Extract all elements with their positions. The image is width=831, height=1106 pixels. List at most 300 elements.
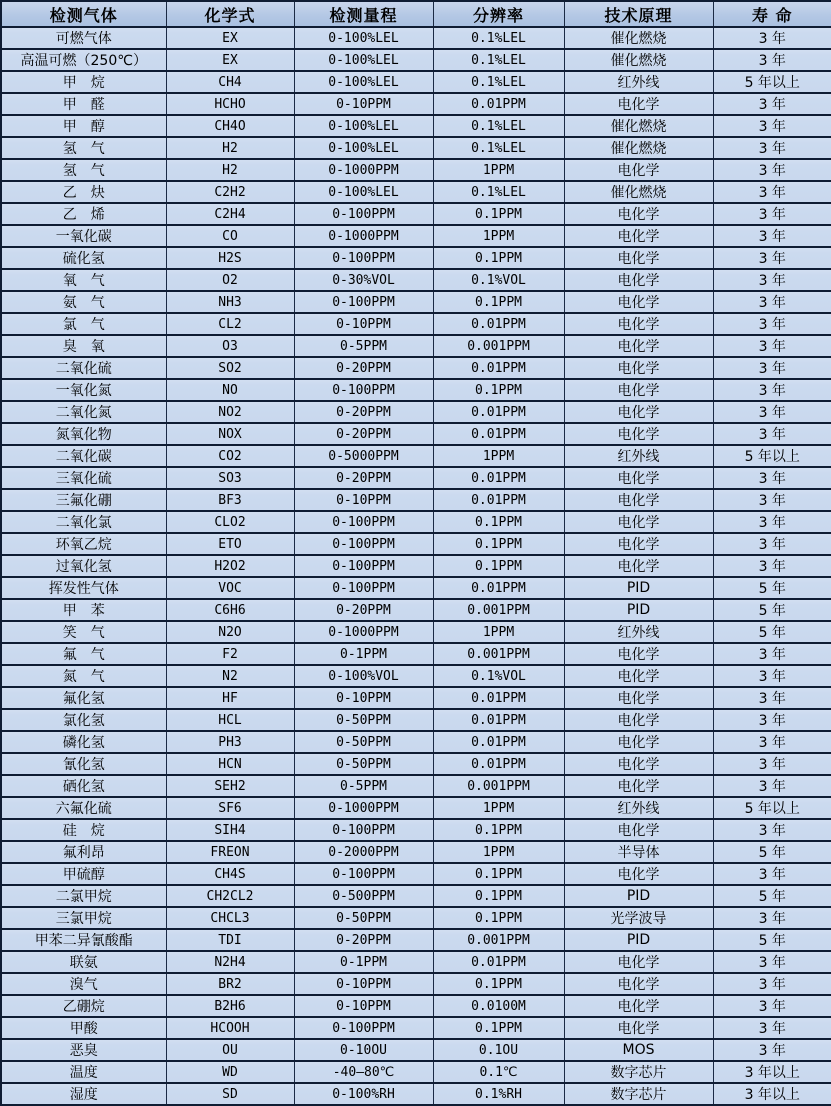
cell-gas-name: 氢 气 (1, 137, 166, 159)
cell-resolution: 0.01PPM (433, 401, 564, 423)
cell-resolution: 0.1%LEL (433, 49, 564, 71)
table-row (1, 269, 831, 291)
table-row (1, 335, 831, 357)
cell-detection-range: 0-1000PPM (294, 225, 433, 247)
cell-lifespan: 3 年 (713, 863, 831, 885)
cell-detection-range: 0-20PPM (294, 599, 433, 621)
cell-detection-range: 0-100PPM (294, 203, 433, 225)
cell-gas-name: 乙 烯 (1, 203, 166, 225)
table-row (1, 423, 831, 445)
cell-lifespan: 3 年 (713, 27, 831, 49)
cell-technology: PID (564, 885, 713, 907)
cell-technology: 催化燃烧 (564, 27, 713, 49)
cell-chemical-formula: FREON (166, 841, 294, 863)
cell-technology: 红外线 (564, 71, 713, 93)
cell-chemical-formula: VOC (166, 577, 294, 599)
table-row (1, 841, 831, 863)
table-row (1, 115, 831, 137)
cell-technology: 电化学 (564, 731, 713, 753)
cell-detection-range: 0-10PPM (294, 489, 433, 511)
cell-resolution: 0.1PPM (433, 885, 564, 907)
cell-technology: 电化学 (564, 467, 713, 489)
cell-chemical-formula: N2H4 (166, 951, 294, 973)
cell-gas-name: 氯 气 (1, 313, 166, 335)
header-row (1, 1, 831, 27)
cell-lifespan: 5 年 (713, 841, 831, 863)
cell-detection-range: 0-5000PPM (294, 445, 433, 467)
cell-lifespan: 3 年 (713, 93, 831, 115)
cell-technology: PID (564, 599, 713, 621)
cell-technology: 电化学 (564, 93, 713, 115)
cell-gas-name: 环氧乙烷 (1, 533, 166, 555)
cell-technology: 催化燃烧 (564, 137, 713, 159)
cell-chemical-formula: O2 (166, 269, 294, 291)
cell-chemical-formula: C2H2 (166, 181, 294, 203)
cell-detection-range: 0-100PPM (294, 863, 433, 885)
cell-technology: PID (564, 577, 713, 599)
cell-resolution: 0.1PPM (433, 379, 564, 401)
cell-chemical-formula: EX (166, 49, 294, 71)
cell-technology: 电化学 (564, 423, 713, 445)
cell-technology: 电化学 (564, 401, 713, 423)
cell-detection-range: 0-100%LEL (294, 137, 433, 159)
cell-gas-name: 三氟化硼 (1, 489, 166, 511)
cell-chemical-formula: SEH2 (166, 775, 294, 797)
cell-chemical-formula: N2O (166, 621, 294, 643)
cell-gas-name: 温度 (1, 1061, 166, 1083)
table-row (1, 313, 831, 335)
cell-chemical-formula: HCL (166, 709, 294, 731)
cell-detection-range: 0-1000PPM (294, 621, 433, 643)
cell-chemical-formula: CH2CL2 (166, 885, 294, 907)
cell-detection-range: 0-10PPM (294, 995, 433, 1017)
cell-lifespan: 3 年 (713, 115, 831, 137)
table-body (1, 27, 831, 1105)
table-row (1, 951, 831, 973)
column-header-resolution: 分辨率 (433, 1, 564, 27)
cell-technology: 催化燃烧 (564, 49, 713, 71)
cell-chemical-formula: CH4O (166, 115, 294, 137)
cell-resolution: 0.01PPM (433, 731, 564, 753)
cell-lifespan: 3 年 (713, 643, 831, 665)
table-row (1, 973, 831, 995)
cell-lifespan: 5 年以上 (713, 445, 831, 467)
cell-resolution: 1PPM (433, 159, 564, 181)
cell-lifespan: 3 年 (713, 951, 831, 973)
cell-resolution: 0.1PPM (433, 555, 564, 577)
column-header-chemical-formula: 化学式 (166, 1, 294, 27)
cell-chemical-formula: HCHO (166, 93, 294, 115)
cell-lifespan: 5 年 (713, 621, 831, 643)
cell-resolution: 0.01PPM (433, 467, 564, 489)
cell-technology: 电化学 (564, 555, 713, 577)
cell-gas-name: 硫化氢 (1, 247, 166, 269)
column-header-gas-name: 检测气体 (1, 1, 166, 27)
cell-detection-range: -40—80℃ (294, 1061, 433, 1083)
cell-gas-name: 乙硼烷 (1, 995, 166, 1017)
cell-chemical-formula: CHCL3 (166, 907, 294, 929)
cell-chemical-formula: N2 (166, 665, 294, 687)
cell-lifespan: 3 年以上 (713, 1061, 831, 1083)
table-row (1, 93, 831, 115)
cell-lifespan: 3 年 (713, 379, 831, 401)
cell-resolution: 0.001PPM (433, 599, 564, 621)
table-row (1, 885, 831, 907)
cell-technology: 催化燃烧 (564, 115, 713, 137)
cell-technology: 催化燃烧 (564, 181, 713, 203)
cell-lifespan: 3 年 (713, 665, 831, 687)
cell-technology: 电化学 (564, 951, 713, 973)
cell-resolution: 1PPM (433, 445, 564, 467)
cell-lifespan: 3 年以上 (713, 1083, 831, 1105)
table-row (1, 797, 831, 819)
cell-gas-name: 甲 醛 (1, 93, 166, 115)
cell-resolution: 0.01PPM (433, 357, 564, 379)
cell-technology: 电化学 (564, 511, 713, 533)
table-row (1, 401, 831, 423)
cell-chemical-formula: C2H4 (166, 203, 294, 225)
cell-lifespan: 3 年 (713, 995, 831, 1017)
cell-chemical-formula: H2S (166, 247, 294, 269)
column-header-technology: 技术原理 (564, 1, 713, 27)
cell-resolution: 0.01PPM (433, 951, 564, 973)
cell-lifespan: 3 年 (713, 731, 831, 753)
table-row (1, 1039, 831, 1061)
cell-technology: 电化学 (564, 379, 713, 401)
cell-detection-range: 0-10PPM (294, 313, 433, 335)
cell-technology: 红外线 (564, 621, 713, 643)
cell-resolution: 1PPM (433, 841, 564, 863)
table-row (1, 577, 831, 599)
cell-chemical-formula: OU (166, 1039, 294, 1061)
cell-gas-name: 乙 炔 (1, 181, 166, 203)
cell-technology: 电化学 (564, 1017, 713, 1039)
cell-detection-range: 0-1PPM (294, 643, 433, 665)
cell-resolution: 0.01PPM (433, 709, 564, 731)
cell-technology: 电化学 (564, 489, 713, 511)
cell-gas-name: 甲 醇 (1, 115, 166, 137)
cell-lifespan: 3 年 (713, 203, 831, 225)
cell-lifespan: 3 年 (713, 137, 831, 159)
table-row (1, 247, 831, 269)
cell-gas-name: 挥发性气体 (1, 577, 166, 599)
cell-chemical-formula: HF (166, 687, 294, 709)
cell-detection-range: 0-20PPM (294, 423, 433, 445)
cell-detection-range: 0-10OU (294, 1039, 433, 1061)
cell-gas-name: 氟化氢 (1, 687, 166, 709)
cell-lifespan: 3 年 (713, 423, 831, 445)
table-row (1, 71, 831, 93)
cell-gas-name: 过氧化氢 (1, 555, 166, 577)
cell-technology: 红外线 (564, 445, 713, 467)
cell-detection-range: 0-5PPM (294, 775, 433, 797)
cell-gas-name: 一氧化碳 (1, 225, 166, 247)
cell-detection-range: 0-100%LEL (294, 181, 433, 203)
table-row (1, 379, 831, 401)
cell-technology: PID (564, 929, 713, 951)
cell-chemical-formula: NOX (166, 423, 294, 445)
cell-lifespan: 3 年 (713, 687, 831, 709)
cell-technology: 电化学 (564, 819, 713, 841)
cell-detection-range: 0-20PPM (294, 929, 433, 951)
table-row (1, 775, 831, 797)
cell-technology: MOS (564, 1039, 713, 1061)
cell-resolution: 0.1%LEL (433, 137, 564, 159)
cell-lifespan: 3 年 (713, 49, 831, 71)
cell-lifespan: 3 年 (713, 819, 831, 841)
table-row (1, 49, 831, 71)
cell-detection-range: 0-100PPM (294, 555, 433, 577)
cell-lifespan: 3 年 (713, 555, 831, 577)
cell-chemical-formula: H2 (166, 159, 294, 181)
table-row (1, 687, 831, 709)
cell-technology: 电化学 (564, 709, 713, 731)
cell-lifespan: 3 年 (713, 247, 831, 269)
cell-lifespan: 3 年 (713, 225, 831, 247)
cell-gas-name: 二氧化硫 (1, 357, 166, 379)
cell-gas-name: 氮氧化物 (1, 423, 166, 445)
cell-technology: 电化学 (564, 291, 713, 313)
cell-gas-name: 三氯甲烷 (1, 907, 166, 929)
cell-chemical-formula: BR2 (166, 973, 294, 995)
cell-resolution: 0.1PPM (433, 511, 564, 533)
cell-resolution: 0.1PPM (433, 863, 564, 885)
column-header-detection-range: 检测量程 (294, 1, 433, 27)
cell-gas-name: 甲苯二异氰酸酯 (1, 929, 166, 951)
cell-gas-name: 二氯甲烷 (1, 885, 166, 907)
cell-gas-name: 恶臭 (1, 1039, 166, 1061)
cell-technology: 电化学 (564, 335, 713, 357)
cell-detection-range: 0-100PPM (294, 291, 433, 313)
cell-technology: 电化学 (564, 995, 713, 1017)
cell-chemical-formula: ETO (166, 533, 294, 555)
table-row (1, 1017, 831, 1039)
cell-gas-name: 湿度 (1, 1083, 166, 1105)
cell-chemical-formula: PH3 (166, 731, 294, 753)
cell-detection-range: 0-30%VOL (294, 269, 433, 291)
cell-resolution: 0.1PPM (433, 1017, 564, 1039)
cell-chemical-formula: EX (166, 27, 294, 49)
cell-gas-name: 三氧化硫 (1, 467, 166, 489)
cell-detection-range: 0-2000PPM (294, 841, 433, 863)
cell-resolution: 0.001PPM (433, 643, 564, 665)
cell-resolution: 0.1%LEL (433, 181, 564, 203)
cell-lifespan: 3 年 (713, 269, 831, 291)
cell-gas-name: 甲 烷 (1, 71, 166, 93)
table-row (1, 995, 831, 1017)
cell-resolution: 1PPM (433, 225, 564, 247)
cell-technology: 电化学 (564, 357, 713, 379)
cell-chemical-formula: H2 (166, 137, 294, 159)
cell-resolution: 0.001PPM (433, 929, 564, 951)
table-row (1, 709, 831, 731)
cell-detection-range: 0-100PPM (294, 511, 433, 533)
cell-gas-name: 氰化氢 (1, 753, 166, 775)
cell-resolution: 0.1PPM (433, 907, 564, 929)
table-row (1, 731, 831, 753)
cell-resolution: 0.1℃ (433, 1061, 564, 1083)
cell-resolution: 0.1PPM (433, 203, 564, 225)
cell-resolution: 0.01PPM (433, 577, 564, 599)
cell-detection-range: 0-50PPM (294, 907, 433, 929)
cell-gas-name: 臭 氧 (1, 335, 166, 357)
cell-gas-name: 高温可燃（250℃） (1, 49, 166, 71)
cell-gas-name: 六氟化硫 (1, 797, 166, 819)
cell-detection-range: 0-100PPM (294, 379, 433, 401)
cell-lifespan: 3 年 (713, 291, 831, 313)
cell-resolution: 0.001PPM (433, 335, 564, 357)
cell-technology: 电化学 (564, 775, 713, 797)
cell-chemical-formula: CH4 (166, 71, 294, 93)
cell-technology: 电化学 (564, 533, 713, 555)
cell-resolution: 0.1PPM (433, 973, 564, 995)
cell-detection-range: 0-100%LEL (294, 71, 433, 93)
cell-chemical-formula: SO3 (166, 467, 294, 489)
cell-lifespan: 3 年 (713, 467, 831, 489)
cell-technology: 电化学 (564, 269, 713, 291)
table-row (1, 533, 831, 555)
cell-resolution: 0.001PPM (433, 775, 564, 797)
cell-technology: 电化学 (564, 665, 713, 687)
cell-resolution: 0.01PPM (433, 93, 564, 115)
cell-resolution: 0.0100M (433, 995, 564, 1017)
cell-gas-name: 溴气 (1, 973, 166, 995)
cell-detection-range: 0-10PPM (294, 93, 433, 115)
table-row (1, 467, 831, 489)
cell-chemical-formula: SO2 (166, 357, 294, 379)
cell-resolution: 0.1PPM (433, 819, 564, 841)
cell-gas-name: 氨 气 (1, 291, 166, 313)
cell-detection-range: 0-20PPM (294, 401, 433, 423)
cell-technology: 电化学 (564, 159, 713, 181)
cell-detection-range: 0-100PPM (294, 577, 433, 599)
cell-detection-range: 0-50PPM (294, 753, 433, 775)
cell-resolution: 1PPM (433, 621, 564, 643)
cell-technology: 电化学 (564, 313, 713, 335)
cell-lifespan: 3 年 (713, 907, 831, 929)
cell-resolution: 0.1%LEL (433, 115, 564, 137)
cell-lifespan: 3 年 (713, 511, 831, 533)
cell-technology: 电化学 (564, 225, 713, 247)
cell-detection-range: 0-50PPM (294, 731, 433, 753)
cell-lifespan: 3 年 (713, 533, 831, 555)
table-row (1, 1083, 831, 1105)
cell-chemical-formula: NH3 (166, 291, 294, 313)
cell-technology: 电化学 (564, 973, 713, 995)
cell-gas-name: 可燃气体 (1, 27, 166, 49)
cell-gas-name: 一氧化氮 (1, 379, 166, 401)
cell-detection-range: 0-100PPM (294, 533, 433, 555)
cell-resolution: 0.01PPM (433, 423, 564, 445)
table-row (1, 489, 831, 511)
cell-detection-range: 0-20PPM (294, 467, 433, 489)
cell-gas-name: 硒化氢 (1, 775, 166, 797)
cell-resolution: 0.1%VOL (433, 269, 564, 291)
cell-resolution: 0.1OU (433, 1039, 564, 1061)
cell-chemical-formula: HCN (166, 753, 294, 775)
cell-detection-range: 0-100PPM (294, 247, 433, 269)
cell-chemical-formula: NO2 (166, 401, 294, 423)
cell-gas-name: 甲酸 (1, 1017, 166, 1039)
cell-lifespan: 3 年 (713, 1039, 831, 1061)
cell-lifespan: 3 年 (713, 973, 831, 995)
cell-gas-name: 二氧化碳 (1, 445, 166, 467)
cell-chemical-formula: SF6 (166, 797, 294, 819)
cell-detection-range: 0-100PPM (294, 1017, 433, 1039)
table-row (1, 225, 831, 247)
cell-resolution: 0.1%RH (433, 1083, 564, 1105)
cell-technology: 电化学 (564, 203, 713, 225)
cell-chemical-formula: CL2 (166, 313, 294, 335)
cell-technology: 半导体 (564, 841, 713, 863)
cell-chemical-formula: NO (166, 379, 294, 401)
table-row (1, 159, 831, 181)
cell-technology: 红外线 (564, 797, 713, 819)
cell-resolution: 0.1%VOL (433, 665, 564, 687)
cell-lifespan: 5 年以上 (713, 71, 831, 93)
table-row (1, 291, 831, 313)
cell-chemical-formula: TDI (166, 929, 294, 951)
cell-gas-name: 二氧化氯 (1, 511, 166, 533)
cell-chemical-formula: B2H6 (166, 995, 294, 1017)
table-row (1, 181, 831, 203)
cell-detection-range: 0-10PPM (294, 687, 433, 709)
cell-resolution: 0.1PPM (433, 247, 564, 269)
table-row (1, 27, 831, 49)
cell-chemical-formula: O3 (166, 335, 294, 357)
table-row (1, 357, 831, 379)
cell-chemical-formula: SIH4 (166, 819, 294, 841)
cell-lifespan: 5 年 (713, 885, 831, 907)
cell-detection-range: 0-1PPM (294, 951, 433, 973)
cell-gas-name: 氟利昂 (1, 841, 166, 863)
cell-lifespan: 3 年 (713, 709, 831, 731)
cell-lifespan: 3 年 (713, 159, 831, 181)
cell-gas-name: 氮 气 (1, 665, 166, 687)
table-row (1, 621, 831, 643)
cell-chemical-formula: HCOOH (166, 1017, 294, 1039)
cell-detection-range: 0-100%LEL (294, 49, 433, 71)
cell-technology: 光学波导 (564, 907, 713, 929)
cell-detection-range: 0-100%LEL (294, 115, 433, 137)
cell-detection-range: 0-500PPM (294, 885, 433, 907)
cell-lifespan: 3 年 (713, 357, 831, 379)
table-row (1, 929, 831, 951)
cell-chemical-formula: C6H6 (166, 599, 294, 621)
cell-chemical-formula: SD (166, 1083, 294, 1105)
table-row (1, 1061, 831, 1083)
table-row (1, 753, 831, 775)
cell-gas-name: 磷化氢 (1, 731, 166, 753)
cell-detection-range: 0-100PPM (294, 819, 433, 841)
cell-gas-name: 联氨 (1, 951, 166, 973)
table-header (1, 1, 831, 27)
cell-resolution: 0.1%LEL (433, 27, 564, 49)
cell-lifespan: 3 年 (713, 313, 831, 335)
cell-gas-name: 氟 气 (1, 643, 166, 665)
cell-gas-name: 氢 气 (1, 159, 166, 181)
cell-resolution: 0.01PPM (433, 687, 564, 709)
cell-resolution: 0.01PPM (433, 753, 564, 775)
cell-technology: 电化学 (564, 687, 713, 709)
cell-lifespan: 5 年以上 (713, 797, 831, 819)
cell-resolution: 0.1PPM (433, 291, 564, 313)
cell-detection-range: 0-100%VOL (294, 665, 433, 687)
cell-lifespan: 3 年 (713, 335, 831, 357)
cell-technology: 电化学 (564, 863, 713, 885)
cell-lifespan: 3 年 (713, 753, 831, 775)
cell-chemical-formula: H2O2 (166, 555, 294, 577)
